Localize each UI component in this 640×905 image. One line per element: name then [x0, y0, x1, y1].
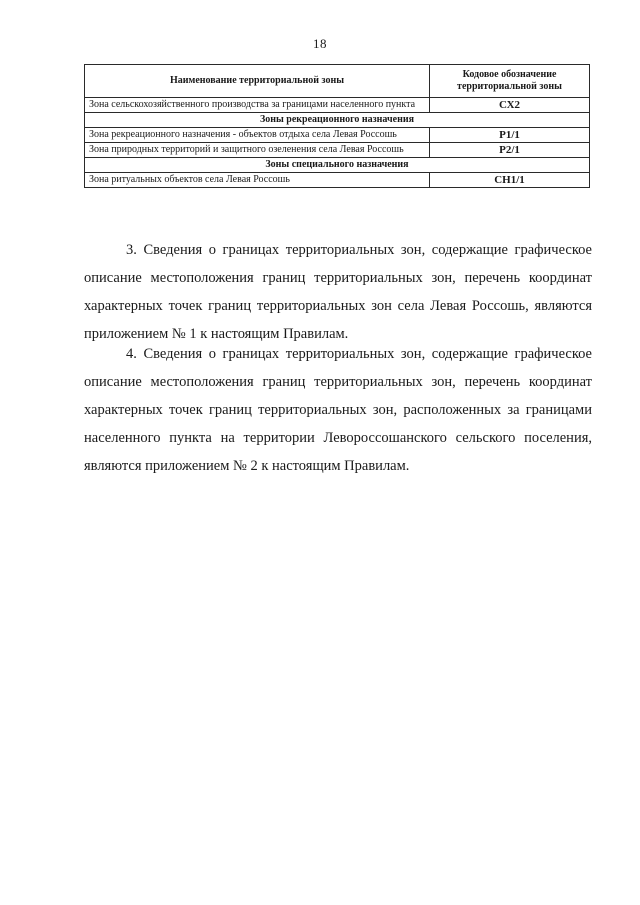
header-zone-code: Кодовое обозначение территориальной зоны: [430, 65, 590, 98]
zone-name-cell: Зона ритуальных объектов села Левая Россошь: [85, 173, 430, 188]
paragraph-4-block: [84, 340, 592, 480]
paragraph-4: 4. Сведения о границах территориальных зон, содержащие графическое описание местоположения границ территориальных зон, перечень координат характерных точек границ территориальных зон, расположенных за границами населенного пункта на территории Левороссошанского сельского поселения, являются приложением № 2 к настоящим Правилам.: [84, 346, 592, 474]
zone-code-cell: Р1/1: [430, 128, 590, 143]
zone-code-cell: Р2/1: [430, 143, 590, 158]
paragraph-3: 3. Сведения о границах территориальных зон, содержащие графическое описание местоположения границ территориальных зон, перечень координат характерных точек границ территориальных зон села Левая Россошь, являются приложением № 1 к настоящим Правилам.: [84, 242, 592, 342]
section-title-special: Зоны специального назначения: [85, 158, 590, 173]
zone-name-cell: Зона природных территорий и защитного озеленения села Левая Россошь: [85, 143, 430, 158]
section-row: [85, 113, 590, 128]
zone-name-cell: Зона рекреационного назначения - объектов отдыха села Левая Россошь: [85, 128, 430, 143]
paragraph-3-block: [84, 236, 592, 348]
zone-name-cell: Зона сельскохозяйственного производства за границами населенного пункта: [85, 98, 430, 113]
table-row: [85, 128, 590, 143]
header-zone-name: Наименование территориальной зоны: [85, 65, 430, 98]
section-row: [85, 158, 590, 173]
table-header-row: [85, 65, 590, 98]
table-row: [85, 143, 590, 158]
zone-code-cell: СН1/1: [430, 173, 590, 188]
section-title-recreation: Зоны рекреационного назначения: [85, 113, 590, 128]
table-row: [85, 173, 590, 188]
zone-code-cell: СХ2: [430, 98, 590, 113]
page-number: 18: [313, 36, 327, 51]
zones-table: [84, 64, 590, 188]
table-row: [85, 98, 590, 113]
